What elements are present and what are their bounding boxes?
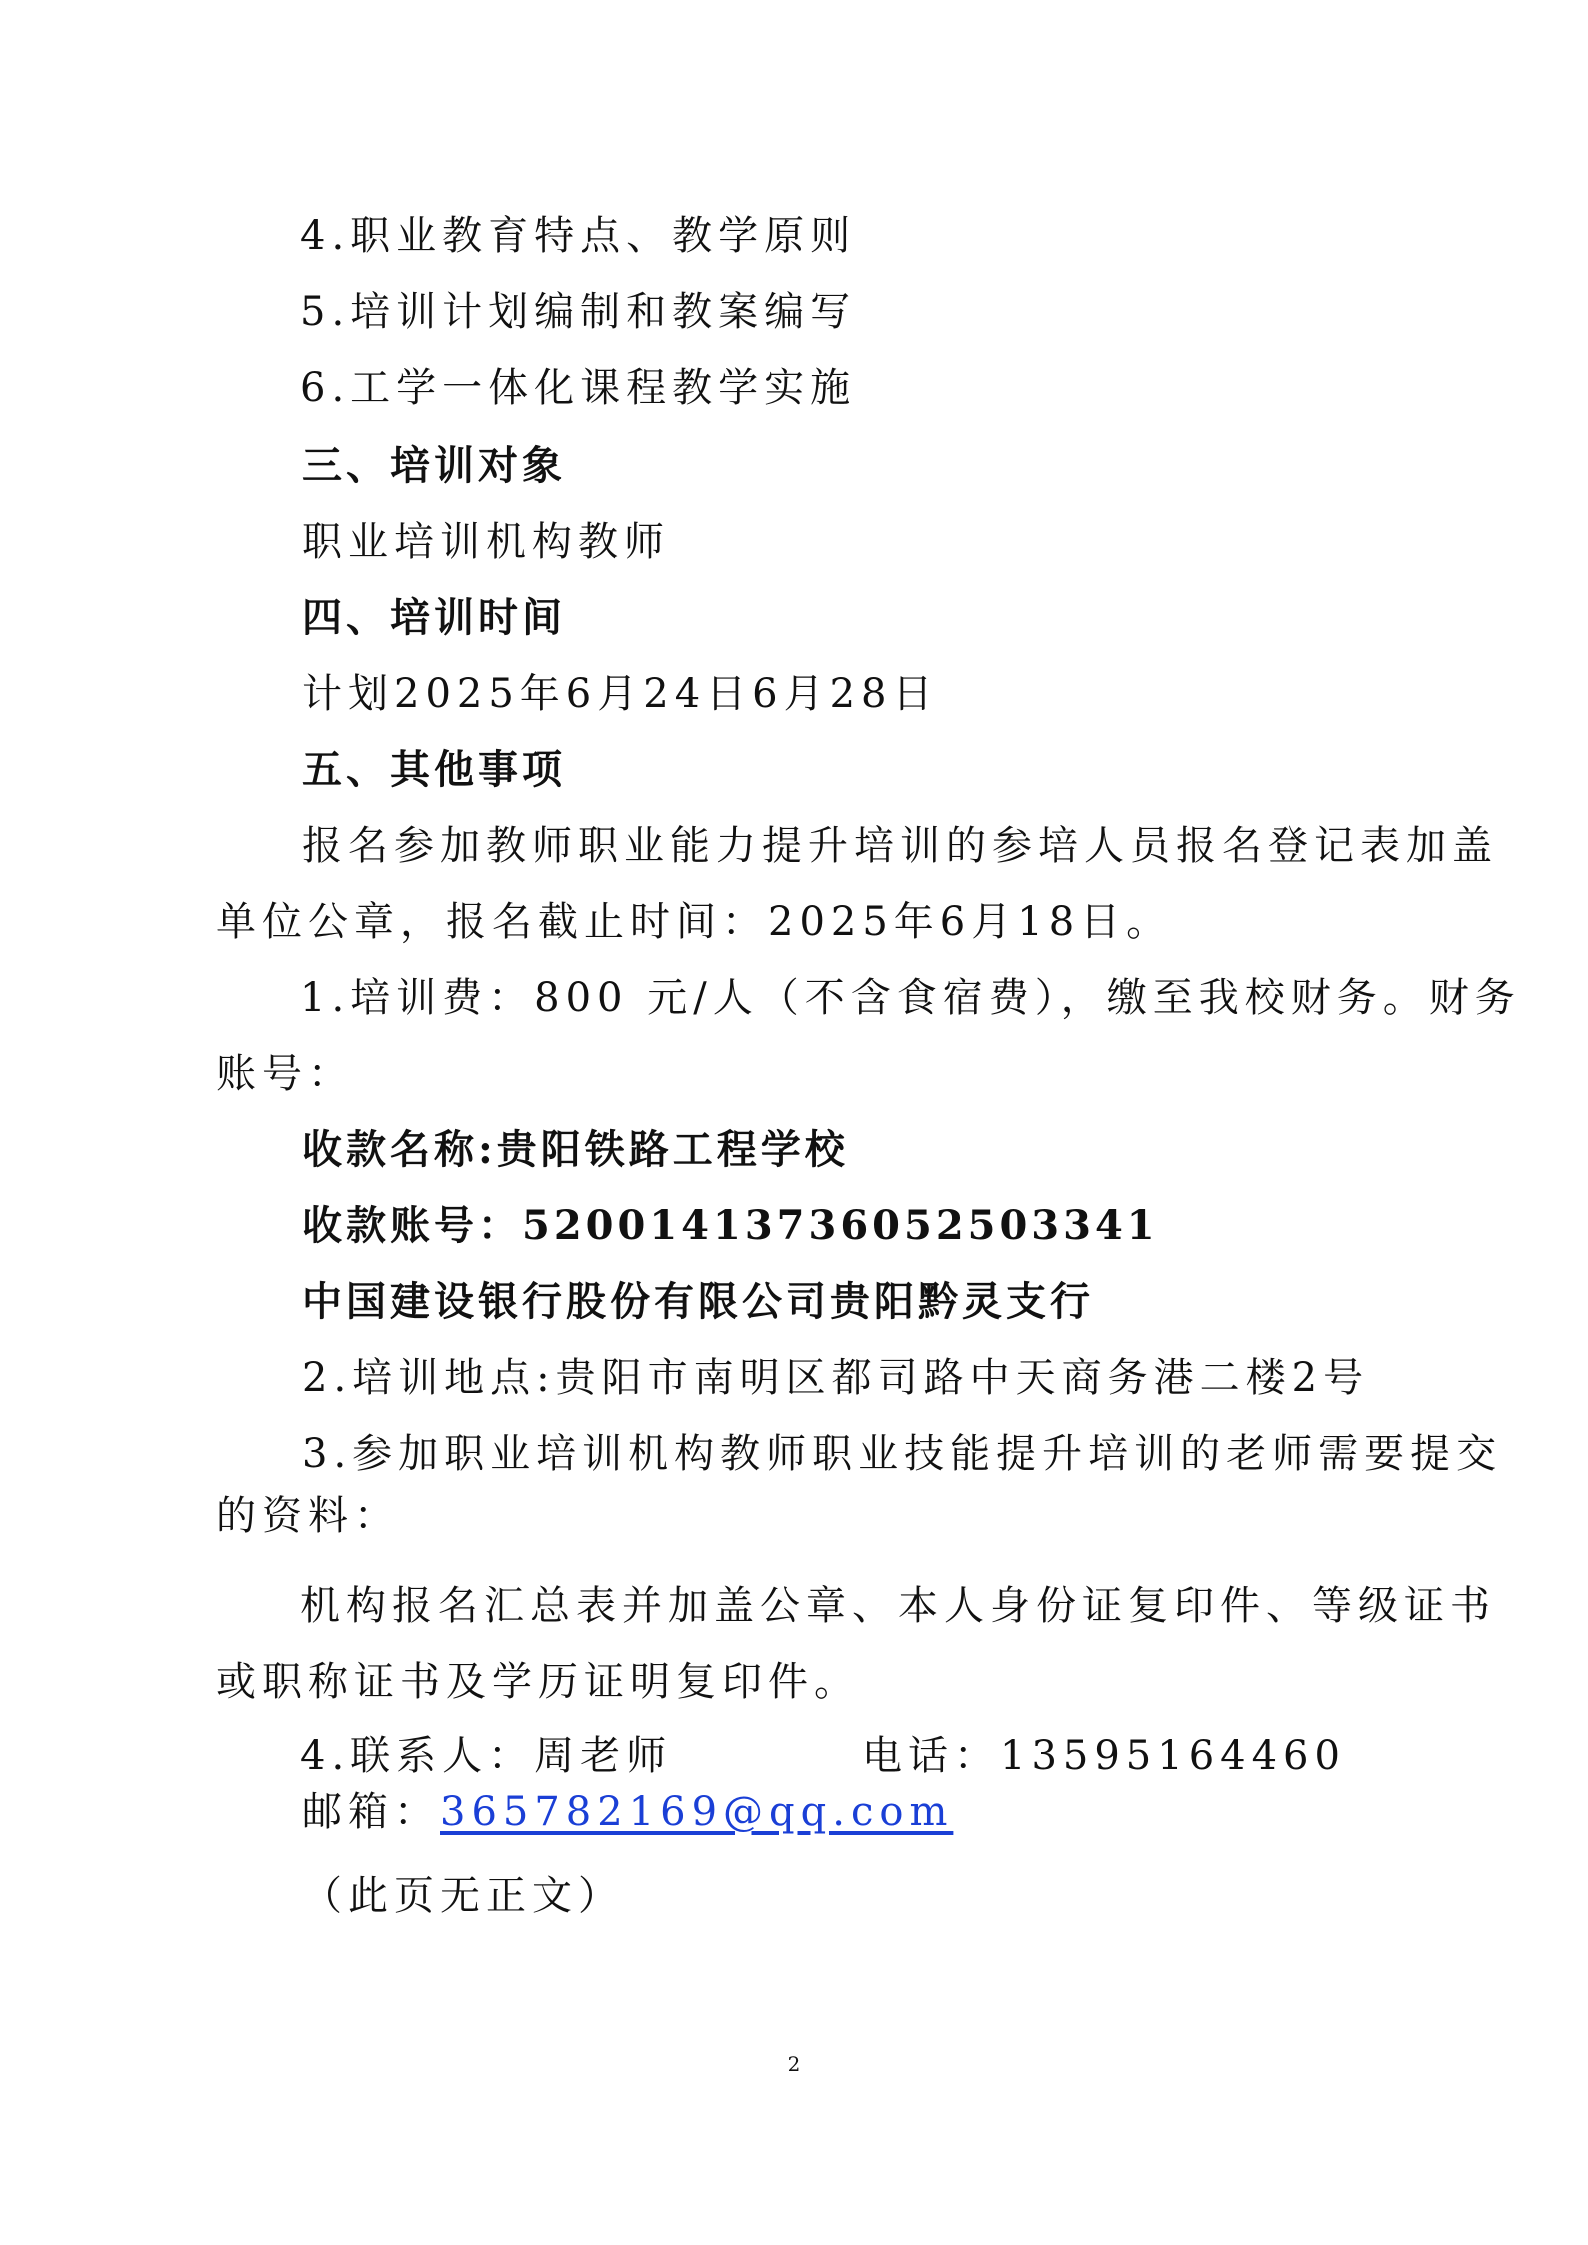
materials-paragraph-line2: 的资料： — [216, 1493, 400, 1539]
trainees-text: 职业培训机构教师 — [302, 519, 670, 565]
section-heading-other: 五、其他事项 — [302, 747, 566, 793]
contact-person: 4.联系人：周老师 — [300, 1733, 673, 1779]
section-heading-trainees: 三、培训对象 — [302, 443, 566, 489]
payee-name: 收款名称:贵阳铁路工程学校 — [302, 1126, 849, 1173]
schedule-text: 计划2025年6月24日6月28日 — [302, 671, 939, 717]
registration-paragraph-line1: 报名参加教师职业能力提升培训的参培人员报名登记表加盖 — [302, 823, 1498, 869]
section-heading-schedule: 四、培训时间 — [302, 595, 566, 641]
email-link[interactable]: 365782169@qq.com — [440, 1789, 954, 1835]
email-label: 邮箱： — [302, 1789, 440, 1835]
bank-name: 中国建设银行股份有限公司贵阳黔灵支行 — [302, 1278, 1094, 1325]
materials-detail-line2: 或职称证书及学历证明复印件。 — [216, 1659, 860, 1705]
list-item-lesson-planning: 5.培训计划编制和教案编写 — [300, 289, 857, 335]
list-item-integrated-curriculum: 6.工学一体化课程教学实施 — [300, 365, 857, 411]
training-location: 2.培训地点:贵阳市南明区都司路中天商务港二楼2号 — [302, 1355, 1370, 1401]
payee-account: 收款账号：52001413736052503341 — [302, 1202, 1159, 1249]
email-row — [302, 1786, 953, 1838]
fee-paragraph-line2: 账号： — [216, 1051, 354, 1097]
no-text-note: （此页无正文） — [302, 1873, 624, 1919]
materials-detail-line1: 机构报名汇总表并加盖公章、本人身份证复印件、等级证书 — [300, 1583, 1496, 1629]
registration-paragraph-line2: 单位公章，报名截止时间：2025年6月18日。 — [216, 899, 1173, 945]
materials-paragraph-line1: 3.参加职业培训机构教师职业技能提升培训的老师需要提交 — [302, 1431, 1503, 1477]
contact-phone: 电话：13595164460 — [862, 1733, 1346, 1779]
fee-paragraph-line1: 1.培训费：800 元/人（不含食宿费），缴至我校财务。财务 — [300, 975, 1521, 1021]
list-item-teaching-principles: 4.职业教育特点、教学原则 — [300, 213, 857, 259]
page-number: 2 — [787, 2052, 801, 2076]
